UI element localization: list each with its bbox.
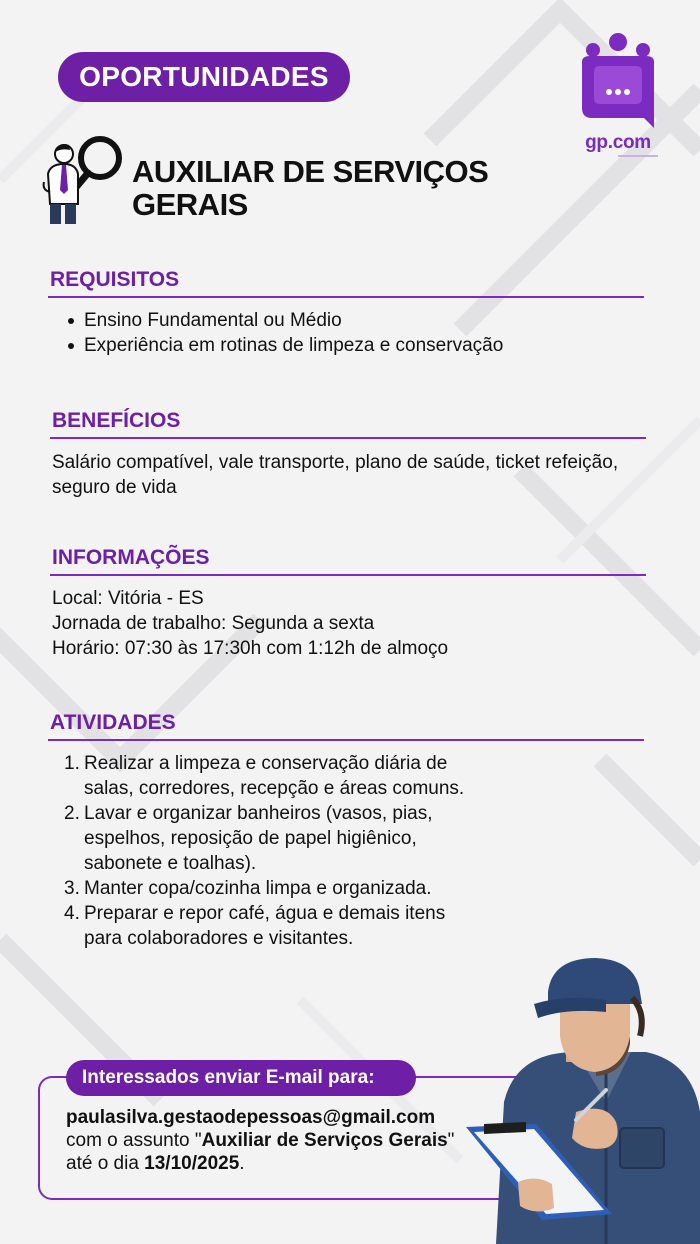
beneficios-text: Salário compatível, vale transporte, plano de saúde, ticket refeição, seguro de vida [52, 452, 619, 498]
info-line-horario: Horário: 07:30 às 17:30h com 1:12h de almoço [52, 638, 449, 659]
subject-prefix: com o assunto " [66, 1130, 202, 1151]
informacoes-heading: INFORMAÇÕES [52, 546, 210, 569]
atividades-list [64, 751, 468, 951]
informacoes-rule [50, 574, 646, 576]
deadline-date: 13/10/2025 [144, 1153, 240, 1174]
list-number: 2. [64, 803, 80, 824]
gp-logo [578, 32, 658, 157]
list-item: Experiência em rotinas de limpeza e conservação [66, 333, 626, 358]
list-text: Lavar e organizar banheiros (vasos, pias, espelhos, reposição de papel higiênico, sabonete e toalhas). [84, 803, 433, 874]
worker-illustration [456, 952, 700, 1244]
beneficios-heading: BENEFÍCIOS [52, 409, 181, 432]
businessman-magnifier-icon [36, 134, 128, 226]
info-line-jornada: Jornada de trabalho: Segunda a sexta [52, 613, 375, 634]
list-text: Preparar e repor café, água e demais itens para colaboradores e visitantes. [84, 903, 446, 949]
atividades-rule [48, 739, 644, 741]
beneficios-rule [50, 437, 646, 439]
requisitos-heading: REQUISITOS [50, 268, 180, 291]
deadline-prefix: " até o dia [66, 1130, 455, 1174]
list-item [64, 751, 468, 801]
atividades-heading: ATIVIDADES [50, 711, 176, 734]
contact-suffix: . [239, 1153, 245, 1174]
list-item [64, 901, 468, 951]
list-item [64, 876, 468, 901]
list-text: Realizar a limpeza e conservação diária de salas, corredores, recepção e áreas comuns. [84, 753, 465, 799]
contact-email[interactable]: paulasilva.gestaodepessoas@gmail.com [66, 1107, 436, 1128]
informacoes-lines [52, 586, 632, 661]
requisitos-rule [48, 296, 644, 298]
contact-text [66, 1106, 486, 1175]
people-chat-icon [578, 32, 658, 132]
opportunities-badge: OPORTUNIDADES [58, 52, 350, 102]
list-item: Ensino Fundamental ou Médio [66, 308, 626, 333]
job-title: AUXILIAR DE SERVIÇOS GERAIS [132, 154, 489, 222]
requisitos-list [66, 308, 626, 358]
list-number: 4. [64, 903, 80, 924]
list-number: 1. [64, 753, 80, 774]
contact-label: Interessados enviar E-mail para: [66, 1060, 416, 1096]
info-line-local: Local: Vitória - ES [52, 588, 204, 609]
list-item [64, 801, 468, 876]
logo-text: gp.com [585, 132, 651, 153]
logo-underline [618, 155, 658, 157]
subject-value: Auxiliar de Serviços Gerais [201, 1130, 448, 1151]
list-text: Manter copa/cozinha limpa e organizada. [84, 878, 432, 899]
list-number: 3. [64, 878, 80, 899]
